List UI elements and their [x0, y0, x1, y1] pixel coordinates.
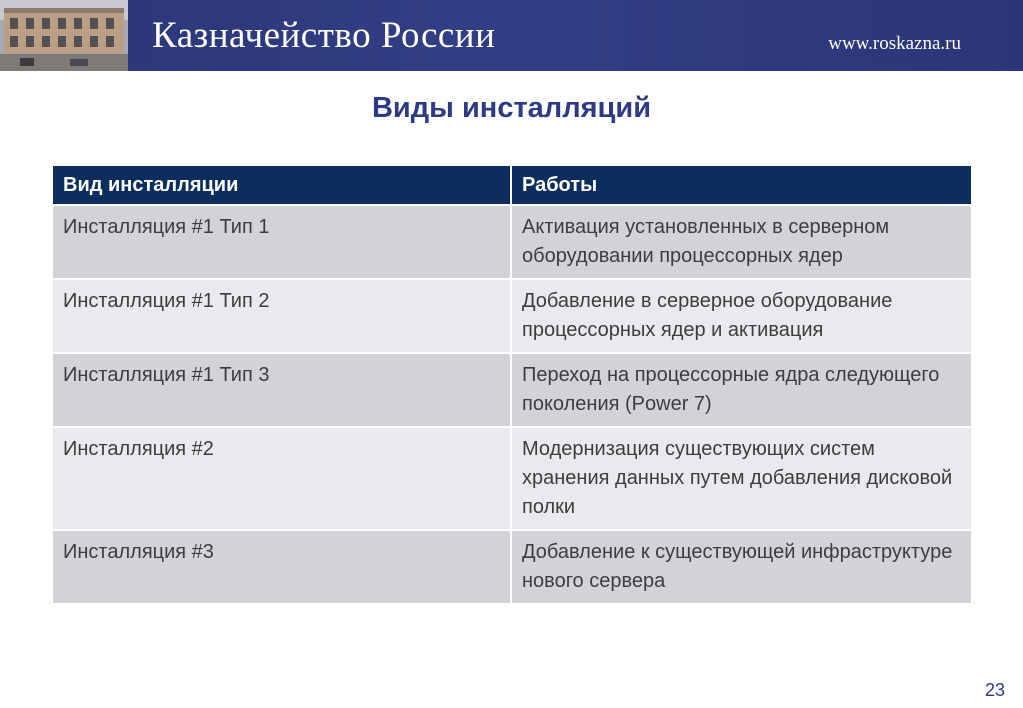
cell-installation-type: Инсталляция #1 Тип 3	[52, 353, 511, 427]
cell-works: Модернизация существующих систем хранения данных путем добавления дисковой полки	[511, 427, 972, 530]
table-row	[52, 530, 972, 604]
column-header-type: Вид инсталляции	[52, 165, 511, 205]
cell-installation-type: Инсталляция #1 Тип 1	[52, 205, 511, 279]
cell-installation-type: Инсталляция #2	[52, 427, 511, 530]
table-row	[52, 353, 972, 427]
cell-installation-type: Инсталляция #1 Тип 2	[52, 279, 511, 353]
cell-works: Переход на процессорные ядра следующего поколения (Power 7)	[511, 353, 972, 427]
column-header-works: Работы	[511, 165, 972, 205]
installations-table	[51, 164, 973, 605]
table-row	[52, 427, 972, 530]
table-header-row	[52, 165, 972, 205]
building-photo	[0, 0, 128, 71]
page-number: 23	[984, 680, 1005, 700]
table-row	[52, 279, 972, 353]
header-url: www.roskazna.ru	[828, 33, 961, 54]
cell-installation-type: Инсталляция #3	[52, 530, 511, 604]
cell-works: Добавление в серверное оборудование процессорных ядер и активация	[511, 279, 972, 353]
header-title: Казначейство России	[152, 15, 496, 56]
cell-works: Активация установленных в серверном оборудовании процессорных ядер	[511, 205, 972, 279]
page-title: Виды инсталляций	[371, 92, 652, 124]
header-banner	[0, 0, 1023, 71]
cell-works: Добавление к существующей инфраструктуре нового сервера	[511, 530, 972, 604]
table-row	[52, 205, 972, 279]
